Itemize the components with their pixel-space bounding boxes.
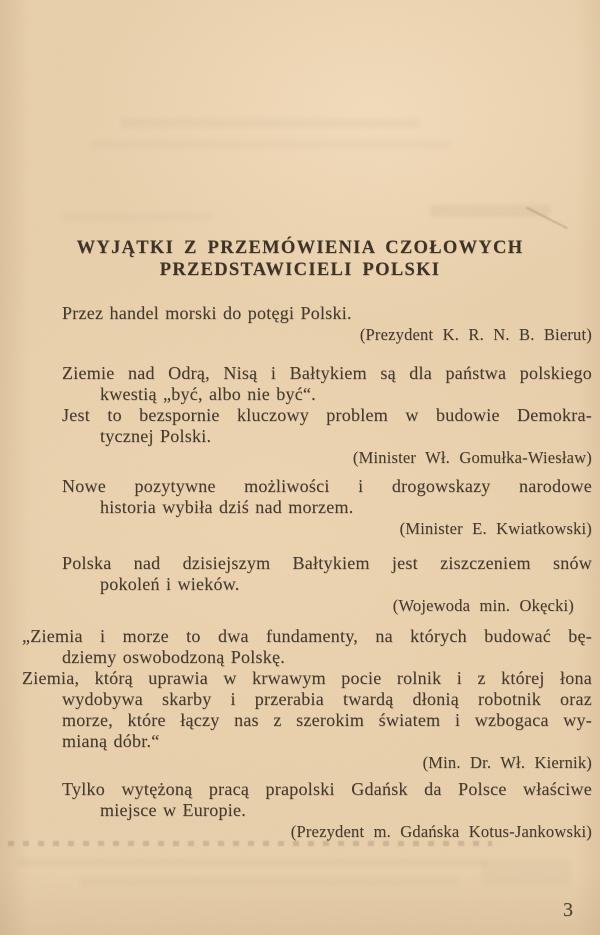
quote-line: tycznej Polski. bbox=[100, 426, 212, 446]
quote-line: Ziemie nad Odrą, Nisą i Bałtykiem są dla państwa polskiego bbox=[62, 363, 592, 383]
quote-bierut bbox=[0, 303, 600, 345]
quote-attribution: (Minister E. Kwiatkowski) bbox=[399, 519, 592, 538]
quote-kwiatkowski bbox=[0, 476, 600, 539]
quote-line: Nowe pozytywne możliwości i drogowskazy narodowe bbox=[62, 476, 592, 496]
quote-okecki bbox=[0, 553, 600, 616]
quote-attribution: (Prezydent K. R. N. B. Bierut) bbox=[359, 325, 592, 344]
quote-line: miejsce w Europie. bbox=[100, 800, 246, 820]
quote-kiernik bbox=[0, 626, 600, 773]
quote-line: mianą dóbr.“ bbox=[62, 731, 160, 751]
quote-line: Jest to bezspornie kluczowy problem w budowie Demokra- bbox=[62, 405, 592, 425]
quote-line: morze, które łączy nas z szerokim światem i wzbogaca wy- bbox=[62, 710, 592, 730]
quote-kotus-jankowski bbox=[0, 779, 600, 842]
page-title-line-2: PRZEDSTAWICIELI POLSKI bbox=[159, 260, 441, 280]
quote-line: Przez handel morski do potęgi Polski. bbox=[62, 303, 352, 323]
bleed-through-mark bbox=[80, 877, 460, 886]
quote-line: „Ziemia i morze to dwa fundamenty, na których budować bę- bbox=[22, 626, 592, 646]
quote-line: historia wybiła dziś nad morzem. bbox=[100, 497, 354, 517]
bleed-through-mark bbox=[90, 140, 450, 149]
quote-attribution: (Minister Wł. Gomułka-Wiesław) bbox=[352, 448, 592, 467]
bleed-through-mark bbox=[18, 858, 488, 867]
quote-line: Ziemia, którą uprawia w krwawym pocie rolnik i z której łona bbox=[22, 668, 592, 688]
page-number: 3 bbox=[563, 899, 573, 921]
quote-gomulka bbox=[0, 363, 600, 468]
bleed-through-mark bbox=[482, 860, 570, 886]
quote-line: wydobywa skarby i przerabia twardą dłonią robotnik oraz bbox=[62, 689, 592, 709]
quote-line: kwestią „być, albo nie być“. bbox=[100, 384, 316, 404]
quote-line: dziemy oswobodzoną Polskę. bbox=[62, 647, 285, 667]
quote-line: pokoleń i wieków. bbox=[100, 574, 240, 594]
quote-attribution: (Min. Dr. Wł. Kiernik) bbox=[422, 753, 592, 772]
bleed-through-mark bbox=[120, 118, 420, 128]
bleed-through-mark bbox=[62, 213, 212, 221]
quote-attribution: (Wojewoda min. Okęcki) bbox=[392, 596, 574, 615]
page-title: WYJĄTKI Z PRZEMÓWIENIA CZOŁOWYCH bbox=[76, 238, 524, 258]
page-content bbox=[0, 237, 600, 842]
quote-line: Polska nad dzisiejszym Bałtykiem jest ziszczeniem snów bbox=[62, 553, 592, 573]
quote-line: Tylko wytężoną pracą prapolski Gdańsk da Polsce właściwe bbox=[62, 779, 592, 799]
quote-attribution: (Prezydent m. Gdańska Kotus-Jankowski) bbox=[290, 822, 592, 841]
